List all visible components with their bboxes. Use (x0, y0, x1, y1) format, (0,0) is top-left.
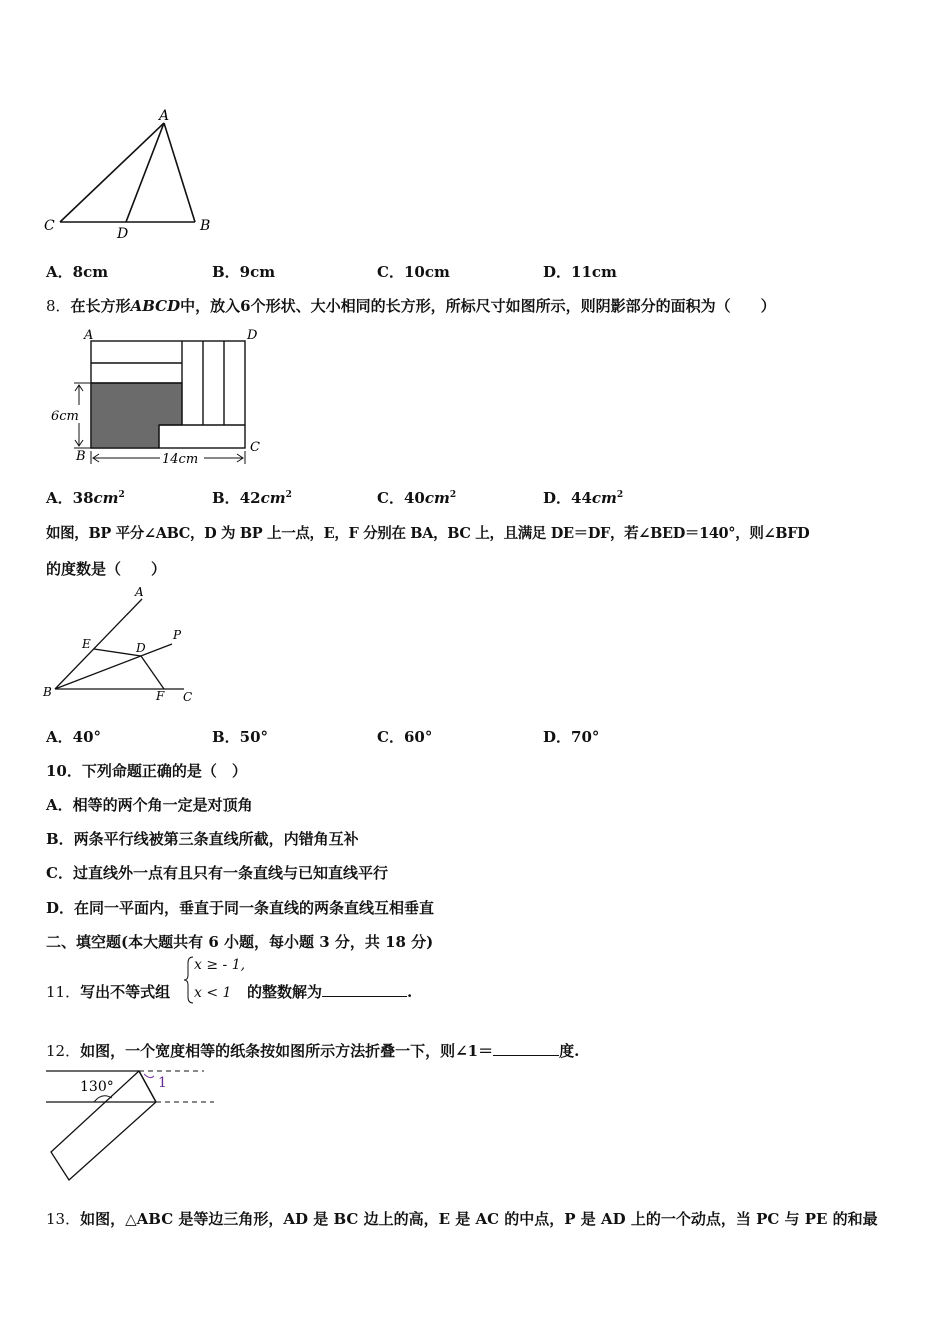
q7-option-b[interactable]: B．9cm (212, 263, 276, 281)
q7-option-c[interactable]: C．10cm (377, 263, 450, 281)
q9-label-B: B (43, 685, 52, 699)
q8-option-text: B． (212, 489, 240, 507)
q11-post: 的整数解为 (247, 983, 323, 1001)
q8-shaded-region (91, 383, 182, 448)
q9-option-c[interactable]: C．60° (377, 728, 433, 746)
q12-stem-text: 如图，一个宽度相等的纸条按如图所示方法折叠一下，则∠1＝ (80, 1042, 494, 1060)
q8-option-text: 2 (118, 490, 125, 500)
q9-label-F: F (156, 689, 165, 703)
q10-stem: 10．下列命题正确的是（ ） (46, 762, 247, 780)
q7-side-CA (60, 123, 164, 222)
q7-option-d[interactable]: D．11cm (543, 263, 617, 281)
q8-label-C: C (250, 440, 260, 455)
q10-option-c[interactable]: C．过直线外一点有且只有一条直线与已知直线平行 (46, 864, 388, 882)
q8-option-text: 44 (571, 489, 592, 507)
q7-label-C: C (44, 218, 55, 234)
q8-stem-part1: 在长方形 (70, 297, 131, 315)
q8-option-text: cm (424, 489, 450, 507)
q9-ray-BP (55, 644, 172, 689)
q9-stem-line1: 如图，BP 平分∠ABC，D 为 BP 上一点，E，F 分别在 BA，BC 上，且满足 DE＝DF，若∠BED＝140°，则∠BFD (46, 525, 810, 542)
q12-angle-arc-1 (144, 1074, 154, 1078)
q9-ray-BA (55, 599, 142, 689)
q8-label-D: D (247, 328, 258, 343)
q12-label-130: 130° (80, 1079, 114, 1095)
q12-folded-strip-figure (44, 1064, 224, 1189)
q9-segment-DF (141, 656, 164, 689)
q9-option-d[interactable]: D．70° (543, 728, 600, 746)
q12-end: 度. (559, 1042, 580, 1060)
q8-option-c[interactable] (377, 487, 456, 508)
q8-option-text: 2 (449, 490, 457, 500)
q8-stem (46, 295, 776, 316)
q9-label-D: D (136, 641, 146, 655)
q11-inequality-2: x < 1 (194, 985, 232, 1001)
q8-label-height: 6cm (51, 409, 79, 424)
q8-number: 8． (46, 297, 71, 315)
q10-option-a[interactable]: A．相等的两个角一定是对顶角 (46, 796, 253, 814)
q10-option-b[interactable]: B．两条平行线被第三条直线所截，内错角互补 (46, 830, 359, 848)
q7-side-AB (164, 123, 195, 222)
q12-fold-line (139, 1071, 156, 1102)
q9-label-C: C (183, 690, 193, 704)
q12-answer-blank[interactable] (493, 1041, 559, 1056)
q7-segment-AD (126, 123, 164, 222)
q7-label-A: A (159, 108, 170, 124)
q8-option-b[interactable] (212, 487, 292, 508)
q8-stem-six: 6 (240, 297, 251, 315)
q12-stem (46, 1040, 579, 1061)
q11-answer-blank[interactable] (322, 982, 407, 997)
q9-label-A: A (135, 585, 144, 599)
q11-tail (247, 981, 412, 1002)
q11-inequality-1: x ≥ - 1, (194, 957, 246, 973)
q7-label-B: B (200, 218, 211, 234)
q8-label-B: B (76, 449, 86, 464)
q8-option-text: cm (93, 489, 119, 507)
q12-number: 12． (46, 1042, 81, 1060)
q11-pre: 写出不等式组 (80, 983, 171, 1001)
q9-label-P: P (173, 628, 182, 642)
q10-option-d[interactable]: D．在同一平面内，垂直于同一条直线的两条直线互相垂直 (46, 899, 435, 917)
q8-option-text: 2 (616, 490, 624, 500)
q7-label-D: D (117, 226, 129, 242)
q8-stem-abcd: ABCD (130, 297, 181, 315)
q9-stem-line2: 的度数是（ ） (46, 560, 167, 578)
q8-option-text: A． (46, 489, 73, 507)
q9-option-a[interactable]: A．40° (46, 728, 102, 746)
q8-option-a[interactable] (46, 487, 125, 508)
q8-label-width: 14cm (162, 452, 199, 467)
q13-stem (46, 1208, 878, 1229)
q13-number: 13． (46, 1210, 81, 1228)
q11-end: . (407, 983, 413, 1001)
q9-angle-figure (38, 582, 208, 707)
q8-label-A: A (84, 328, 94, 343)
q8-option-text: 38 (72, 489, 94, 507)
q11-number: 11． (46, 983, 81, 1001)
q12-label-1: 1 (158, 1075, 167, 1091)
q8-option-text: 42 (239, 489, 261, 507)
q8-stem-part3: 个形状、大小相同的长方形，所标尺寸如图所示，则阴影部分的面积为（ ） (250, 297, 776, 315)
q8-option-d[interactable] (543, 487, 623, 508)
q8-option-text: cm (260, 489, 286, 507)
q8-option-text: cm (591, 489, 617, 507)
q8-option-text: C． (377, 489, 404, 507)
q9-segment-ED (94, 649, 141, 656)
q8-option-text: 2 (285, 490, 292, 500)
q7-option-a[interactable]: A．8cm (46, 263, 109, 281)
q13-stem-text: 如图，△ABC 是等边三角形，AD 是 BC 边上的高，E 是 AC 的中点，P 是 AD 上的一个动点，当 PC 与 PE 的和最 (80, 1210, 878, 1228)
section-2-heading: 二、填空题(本大题共有 6 小题，每小题 3 分，共 18 分) (46, 933, 434, 951)
q11-stem (46, 981, 170, 1002)
q8-option-text: D． (543, 489, 572, 507)
q8-option-text: 40 (403, 489, 425, 507)
q9-option-b[interactable]: B．50° (212, 728, 269, 746)
q9-label-E: E (82, 637, 91, 651)
q7-triangle-figure (38, 105, 228, 245)
q8-rectangle-figure (46, 323, 271, 468)
q8-stem-part2: 中，放入 (180, 297, 241, 315)
